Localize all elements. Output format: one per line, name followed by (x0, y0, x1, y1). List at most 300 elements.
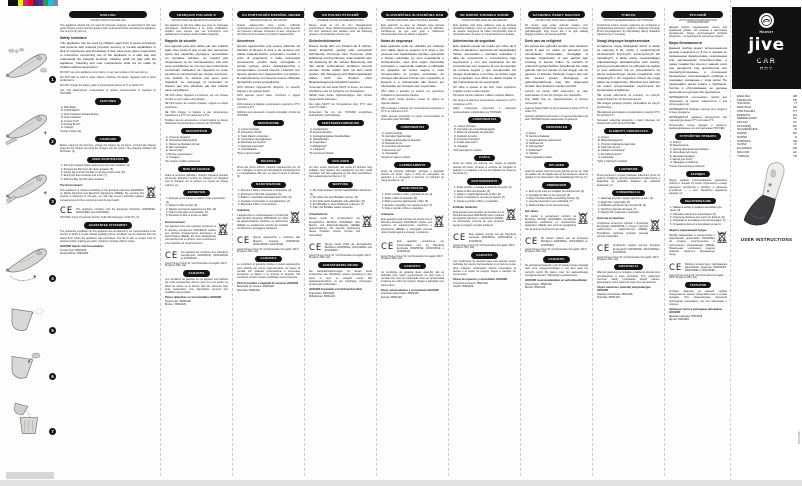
language-name: PORTUGUÊS (737, 108, 756, 113)
features-pill: DESCRIPTION (181, 128, 212, 134)
caution-text: Utilize apenas acessórios ou peças recomendados ou fornecidos pela HOOVER. (381, 114, 444, 121)
brand-name: Hoover (759, 29, 774, 34)
guarantee-text: Las condiciones de garantía para este aparato vienen definidas por nuestro representante en el país de venta. Para cualquier reclamación deberá presentarse la factura o el recibo de compra. Sujeto a cambios sin previo aviso. (453, 260, 516, 277)
spare-part-line: Acessório para fendas: 35601428 (381, 292, 419, 296)
spares-title: Peças sobressalentes e consumíveis HOOVER (381, 288, 439, 292)
feature-item: E. Bocchetta per fessure* (238, 141, 267, 145)
charging-text: Antes da primeira utilização, carregue o aspirador durante 24 horas. Ligue a ficha do carregador ao aspirador e o carregador à corrente. O indicador de carga acende-se. [1] (381, 169, 444, 183)
feature-item: E. Suceur plat* (166, 149, 183, 153)
safety-text: Cet appareil peut être utilisé par des enfants âgés d'au moins 8 ans et par des personnes ayant des capacités physiques, sensorielles ou mentales réduites, ou n'ayant pas d'expérience ou de connaissances, s'ils sont sous surveillance ou ont reçu des instructions concernant l'utilisation de l'appareil en toute sécurité et comprennent les risques encourus. Les enfants ne doivent pas jouer avec l'appareil. Le nettoyage et l'entretien ne doivent pas être effectués par des enfants sans surveillance. (165, 44, 228, 93)
safety-text: Questo apparecchio può essere utilizzato da bambini di almeno 8 anni e da persone con ridotte capacità fisiche, sensoriali o mentali, o prive di esperienza o della necessaria conoscenza, purché siano sorvegliate o istruite sull'uso sicuro dell'apparecchio e comprendano i pericoli inerenti. I bambini non devono giocare con l'apparecchio. La pulizia e la manutenzione non devono essere effettuate da bambini senza sorveglianza. (237, 44, 300, 85)
panel-language-header: SK NORSK SVENSKA SUOMI (455, 11, 514, 18)
safety-text: Dieses Gerät darf von Kindern ab 8 Jahren, sowie körperlich, geistig oder sensorisch behinderten Personen bzw. Personen ohne Erfahrung und Kenntnisse, unter Aufsicht oder mit Anleitung für die sichere Benutzung und den damit verbundenen Gefahren benutzt werden. Kinder sollten nicht mit dem Gerät spielen. Die Reinigung und Wartungsarbeiten dürfen nicht von Kindern ohne Beaufsichtigung durchgeführt werden. (309, 44, 372, 85)
feature-item: B. Interruptor ligar/desligar (382, 135, 412, 139)
ce-mark: CE (381, 241, 395, 252)
safety-title: Rappels de sécurité (165, 39, 197, 44)
caution-text: NÃO aspire cinzas quentes, pontas de cigarro ou objectos afiados. (381, 98, 444, 105)
plus-sign: + (43, 131, 47, 138)
spares-list (237, 285, 300, 292)
charging-text: Avant la première utilisation, chargez l'appareil pendant 24 heures. Branchez la fiche du chargeur sur l'appareil puis le chargeur sur le secteur. Le voyant de charge s'allume. [1] (165, 173, 228, 187)
spares-title: HOOVER reserveonderdelen en verbruiksartikelen (525, 279, 587, 283)
panel-intro: This appliance should only be used for domestic cleaning, as described in this user guide. Please ensure that this guide is fully understood before operating the appliance. Use only for dry pick up. (60, 23, 156, 34)
caution-paragraphs (309, 86, 372, 117)
environment-title: Ambiente: (381, 213, 395, 217)
maintenance-pill: MANUTENZIONE (251, 182, 286, 188)
guarantee-pill: ГАРАНТИЯ (685, 282, 711, 288)
language-panels (56, 8, 731, 476)
environment-text: Прибор маркирован в соответствии с европейской директивой 2002/96/EC об отходах электрического и электронного оборудования (WEEE). Правильная утилизация изделия помогает защитить окружающую среду. (669, 233, 715, 257)
address-line: Candy Hoover Group Srl, Via Privata Eden Fumagalli, 20047 Brugherio (MB), Italy (525, 249, 587, 254)
safety-text: Este aparelho pode ser utilizado por crianças com idade igual ou superior a 8 anos e por pessoas com capacidades mentais, sensoriais e físicas reduzidas ou sem experiência e conhecimento, caso lhes sejam fornecidas instruções e supervisão relativas à utilização do aparelho de forma segura e caso compreendam os perigos envolvidos. As crianças não devem brincar com o aparelho. A limpeza e a manutenção não devem ser efectuadas por crianças sem supervisão. (381, 44, 444, 89)
models-note: *Alleen bepaalde modellen (525, 156, 553, 159)
environment-title: Защита окружающей среды: (669, 229, 708, 233)
safety-title: Avvertenze (237, 39, 255, 44)
maintenance-step: 1. Premere il tasto e rimuovere il contenitore. [4] (238, 189, 292, 193)
ce-row (525, 235, 588, 248)
ce-mark: CE (165, 250, 179, 261)
charging-pill: RICARICA (256, 158, 281, 164)
environment-row (309, 212, 372, 239)
feature-item: A. Main Body (61, 106, 76, 110)
language-panel (56, 8, 160, 476)
maintenance-step: 2. Retire o filtro do depósito. [5] (382, 196, 417, 200)
spare-part-line: Cepillo: 35601429 (453, 285, 474, 289)
language-code: SI (794, 127, 797, 132)
spares-title: Pièces détachées et consommables HOOVER (165, 296, 222, 300)
features-pill: FEATURES (95, 98, 121, 104)
feature-item: D. Pojemnik na kurz (598, 145, 621, 149)
spares-title: Запасные части и расходные материалы HOOVER (669, 308, 723, 315)
maintenance-steps (60, 164, 156, 181)
charging-pill: CHARGING (95, 136, 122, 142)
panel-tagline: ИНСТРУКЦИИ ПО БЕЗОПАСНОМУ ИСПОЛЬЗОВАНИЮ (679, 19, 717, 24)
features-list (381, 132, 444, 156)
language-name: NEDERLANDS (737, 116, 757, 121)
maintenance-steps (525, 190, 588, 207)
language-code: FR (793, 97, 797, 102)
ce-text: Dieses Gerät erfüllt die Europäischen Richtlinien 2006/95/EG, 2004/108/EG und 2011/65/EU. (324, 242, 372, 253)
caution-paragraphs (60, 71, 156, 95)
maintenance-pill: ENTRETIEN (183, 190, 210, 196)
panel-tagline: ISTRUZIONI PER UN USO SICURO (249, 19, 288, 22)
environment-row (381, 212, 444, 235)
language-code: IT (794, 101, 797, 106)
environment-text: Cet appareil porte des marques conformes à la directive européenne 2002/96/CE relative aux déchets d'équipements électriques et électroniques (DEEE). En vous débarrassant correctement de ce produit, vous contribuerez à la protection de l'environnement. (165, 225, 216, 245)
feature-item: A. Corps de l'appareil (166, 135, 190, 139)
ce-text: Cet appareil est conforme aux Directives européennes 2006/95/CE, 2004/108/CE et 2011/65/UE. (180, 250, 228, 261)
feature-item: C. Ontgrendelknop stofreservoir (526, 138, 562, 142)
spare-part-line: Щелевая насадка: 35601428 (669, 314, 703, 318)
caution-text: Verwenden Sie nur von HOOVER empfohlene Zubehörteile und Ersatzteile. (309, 110, 372, 117)
language-code: GR (792, 146, 797, 151)
language-panel (160, 8, 232, 476)
guarantee-pill: GARANTIE (183, 270, 209, 276)
guarantee-pill: GARANTIA (399, 263, 425, 269)
spare-part-line: Accesorio rinconero: 35601428 (453, 281, 488, 285)
spare-part-line: Szczotka: 35601429 (597, 296, 620, 300)
ce-mark: CE (60, 206, 74, 217)
feature-item: D. Stofreservoir (526, 141, 544, 145)
maintenance-pill: USER MAINTENANCE (87, 157, 129, 163)
language-panel (376, 8, 448, 476)
panel-intro: Dieses Gerät ist nur für den Hausgebrauch entsprechend dieser Bedienungsanleitung vorgesehen. Vor dem Gebrauch des Gerätes muss die Anleitung gelesen und verstanden worden sein. (309, 23, 372, 37)
weee-crossed-bin-icon (434, 214, 444, 227)
caution-text: NIE używać odkurzacza na zewnątrz, na mokrych powierzchniach ani do zbierania płynów. (597, 94, 660, 101)
environment-row (669, 228, 727, 258)
caution-paragraphs (237, 86, 300, 117)
safety-title: Меры безопасности (669, 41, 702, 46)
maintenance-step: 2. Извлеките фильтр из контейнера. [5] (670, 212, 716, 216)
illustrations-column (2, 8, 54, 478)
environment-title: Ochrona środowiska: (597, 217, 625, 221)
feature-item: D. Contenitore raccoglipolvere (238, 137, 272, 141)
product-photo (738, 160, 796, 234)
spares-title: Części zamienne i materiały eksploatacyjne HOOVER (597, 286, 651, 293)
feature-item: E. Accesorio rinconero* (454, 138, 480, 142)
vacuum-open-container-illustration (4, 246, 52, 284)
address-line: Candy Hoover Group Srl, Via Privata Eden Fumagalli, 20047 Brugherio (MB), Italy (237, 248, 299, 253)
environment-title: Het milieu: (525, 210, 539, 214)
caution-text: NO aspire cenizas calientes, colillas ni objetos afilados. (453, 94, 515, 98)
ce-text: Dit toestel voldoet aan de Europese Richtlijnen 2006/95/EG, 2004/108/EG en 2011/65/EU. (540, 237, 588, 247)
address-line: Candy Hoover Group Srl, Via Privata Eden Fumagalli, 20047 Brugherio (MB), Italy (165, 263, 227, 268)
caution-text: Utilice únicamente accesorios o repuestos recomendados o distribuidos por HOOVER. (453, 107, 516, 114)
weee-crossed-bin-icon (290, 210, 300, 223)
product-sub-name: CAR (756, 57, 777, 65)
guarantee-pill: GUARANTEE STATEMENT (84, 222, 133, 228)
language-name: ITALIANO (737, 101, 750, 106)
weee-crossed-bin-icon (650, 218, 660, 231)
maintenance-step: 4. Den Behälter in einen Mülleimer entleeren. [7] (310, 202, 364, 206)
maintenance-step: 4. Videz le bac dans une poubelle. [7] (166, 210, 208, 214)
cover-panel (730, 0, 802, 486)
filter-refit-illustration (4, 350, 52, 382)
caution-paragraphs (381, 90, 444, 121)
charging-text: Перед первым использованием заряжайте прибор в течение 24 часов. Подключите штекер зарядного устройства к прибору, а зарядное устройство — к сети. Загорится индикатор зарядки. [1] (669, 179, 727, 195)
language-name: TÜRKÇE (737, 153, 749, 158)
figure-step-5 (4, 304, 54, 336)
feature-item: C. Botão de libertação do depósito (382, 138, 421, 142)
feature-item: B. Aan/uit-schakelaar (526, 135, 550, 139)
feature-item: C. Entriegelungstaste Staubbehälter (310, 134, 351, 138)
print-part-code: 48019936 (797, 430, 801, 444)
features-pill: COMPONENTES (396, 124, 430, 130)
panel-tagline: INSTRUCCIONES PARA UN USO SEGURO (461, 19, 508, 22)
spares-title: HOOVER Ersatzteile und Verbrauchsartikel (309, 288, 362, 292)
ce-mark: CE (525, 236, 539, 247)
caution-text: ЗАПРЕЩАЕТСЯ использовать прибор вне помещений, на мокрых поверхностях и для сбора жидкостей. (669, 96, 727, 106)
maintenance-step: 5. Filter und Behälter wieder einsetzen. (310, 206, 354, 210)
spare-part-line: Möbelpinsel: 35601429 (309, 295, 335, 299)
panel-tagline: INSTRUCTIONS FOR SAFE USE (90, 19, 126, 22)
guarantee-pill: GARANTIE (543, 256, 569, 262)
spare-part-line: Щётка: 35601429 (669, 317, 689, 321)
plus-sign: + (43, 191, 47, 198)
guarantee-pill: GARANZIA (255, 256, 281, 262)
maintenance-step: 3. Den Filter leicht ausklopfen oder abbürsten. [6] (310, 199, 365, 203)
feature-item: G. Зарядное устройство (670, 161, 699, 165)
panel-intro: Este aparelho só deve ser utilizado para limpeza doméstica, conforme descrito neste guia do utilizador. Certifique-se de que este guia é totalmente compreendido antes de utilizar o aparelho. (381, 23, 444, 37)
feature-item: B. On/Off Switch (61, 109, 80, 113)
feature-item: G. Ładowarka (598, 156, 614, 160)
caution-paragraphs (165, 94, 228, 125)
maintenance-steps (165, 197, 228, 217)
guarantee-pill: GWARANCJA (614, 264, 644, 270)
caution-text: NÃO carregue a bateria com temperaturas superiores a 37°C ou inferiores a 0°C. (381, 106, 444, 113)
caution-text: ЗАПРЕЩАЕТСЯ заряжать аккумулятор при температуре выше 37°C или ниже 0°C. (669, 115, 727, 123)
dust-container-illustration (4, 304, 52, 336)
charging-pill: ŁADOWANIE (614, 166, 643, 172)
charging-text: Before using for the first time, charge the cleaner for 24 hours. Connect the charger plug into the cleaner and plug the charger into the mains. The charging indicator will illuminate. [1] (60, 143, 156, 154)
maintenance-step: 3. Golpee o cepille ligeramente el filtro. [6] (454, 192, 501, 196)
environment-title: Ambiente: (237, 209, 251, 213)
language-panel (520, 8, 592, 476)
caution-text: Используйте только насадки и запчасти, рекомендованные или поставляемые HOOVER. (669, 123, 727, 131)
feature-item: C. Кнопка фиксатора контейнера (670, 147, 709, 151)
spares-list (381, 292, 444, 299)
guarantee-text: The guarantee conditions for this appliance are as defined by our representative in the country in which it is sold. Details regarding these conditions can be obtained from the dealer from whom the appliance was purchased. The bill of sale or receipt must be produced when making any claim. Subject to change without notice. (60, 230, 156, 243)
panel-intro: Данный прибор предназначен только для домашней уборки, как описано в настоящем руководстве. Перед эксплуатацией прибора убедитесь, что руководство полностью понято. (669, 25, 727, 39)
charging-text: Prima del primo utilizzo, caricare l'apparecchio per 24 ore. Collegare la spina del caricabatterie all'apparecchio e il caricabatterie alla rete. La spia di carica si illumina. [1] (237, 165, 300, 179)
language-name: РУССКИЙ (737, 123, 751, 128)
charging-pill: MISE EN CHARGE (178, 166, 215, 172)
figure-number-badge: 2 (49, 138, 56, 145)
safety-title: Uwagi dotyczące bezpieczeństwa (597, 39, 650, 44)
safety-text: Dit toestel kan gebruikt worden door kinderen vanaf 8 jaar en ouder en personen met verminderde lichamelijke, zintuiglijke of mentale capaciteiten of een gebrek aan ervaring of kennis indien ze toezicht of onderricht gehad hebben betreffende het veilig gebruik van het toestel en het begrip van de gevaren in kwestie. Kinderen mogen niet met het toestel spelen. Reinigings- en gebruiksonderhoud mag niet uitgevoerd worden door kinderen zonder toezicht. (525, 44, 588, 89)
feature-item: C. Przycisk zwalniania pojemnika (598, 142, 635, 146)
panel-intro: Cet appareil ne doit être utilisé que pour un nettoyage domestique, conformément à ce guide d'utilisation. Veuillez vous assurer que ces instructions sont parfaitement comprises avant d'utiliser l'appareil. (165, 23, 228, 37)
environment-title: The Environment: (60, 184, 83, 188)
cover-black-block (732, 7, 801, 89)
maintenance-step: 3. Tapotez ou brossez légèrement le filtre. [6] (166, 207, 216, 211)
models-note: *Sólo para algunos modelos (453, 149, 482, 152)
caution-text: N'utiliser que les accessoires, consommables ou pièces détachées recommandés ou fournis par HOOVER. (165, 118, 228, 125)
guarantee-text: Les conditions de garantie de cet appareil sont définies par notre représentant dans le pays où il est vendu. Le ticket de caisse ou la facture doit être présenté pour toute réclamation. Ces dispositions peuvent être modifiées sans préavis. (165, 278, 228, 295)
spares-title: Piezas de repuesto y consumibles HOOVER (453, 278, 508, 282)
weee-crossed-bin-icon (578, 211, 588, 224)
spare-part-line: Spazzola: 35601429 (237, 288, 260, 292)
guarantee-text: Le condizioni di garanzia relative a questo apparecchio sono definite dal nostro rappresentante nel paese di vendita. Per qualsiasi contestazione è necessario presentare la fattura o la ricevuta di acquisto. Tali condizioni possono essere modificate senza preavviso. (237, 263, 300, 280)
caution-text: Gebruik het toestel NIET buitenshuis, op natte oppervlakken of voor het opzuigen van vloeistoffen. (525, 90, 588, 97)
feature-item: A. Korpus (598, 135, 609, 139)
spares-title: Parti di ricambio e materiali di consumo HOOVER (237, 281, 299, 285)
language-name: DANSK (737, 131, 747, 136)
language-name: FRANÇAIS (737, 97, 752, 102)
spare-part-line: Crevice Tool: 35601428 (60, 248, 87, 252)
spares-list (165, 300, 228, 307)
maintenance-step: 2. Retirez le filtre du bac. [5] (166, 204, 198, 208)
guarantee-pill: GARANTÍA (471, 252, 497, 258)
feature-item: F. Dusting Brush* (61, 122, 81, 126)
features-list (453, 125, 516, 149)
product-sub-name-2: BOY (759, 65, 774, 71)
ce-text: Прибор соответствует требованиям европейских директив 2006/95/EC, 2004/108/EC и 2011/65/EU. (684, 262, 727, 273)
ce-mark: CE (597, 244, 611, 255)
panel-language-header: TÜRKÇE (601, 11, 655, 18)
caution-text: NÃO utilize o aparelho no exterior, em superfícies molhadas ou para aspirar líquidos. (381, 90, 444, 97)
weee-crossed-bin-icon (362, 214, 372, 227)
features-list (669, 141, 727, 165)
figure-number-badge: 6 (49, 373, 56, 380)
feature-item: D. Контейнер для пыли (670, 151, 698, 155)
safety-title: Denk aan uw veiligheid (525, 39, 562, 44)
language-panel (448, 8, 520, 476)
panel-tagline: HINWEISE FÜR DIE SICHERE BENUTZUNG (317, 19, 364, 22)
maintenance-step: 4. Esvazie o depósito num caixote do lixo. [7] (382, 203, 433, 207)
feature-item: A. Corpo principal (382, 131, 402, 135)
caution-text: NO cargue la batería a temperaturas superiores a 37°C o inferiores a 0°C. (453, 99, 516, 106)
ce-text: This appliance complies with the European Directives 2006/95/EC, 2004/108/EC and 2011/65/EU. (75, 208, 156, 215)
maintenance-step: 2. Rimuovere il filtro dal contenitore. [5] (238, 192, 282, 196)
spare-part-line: Borstel: 35601429 (525, 286, 546, 290)
feature-item: A. Cuerpo principal (454, 124, 476, 128)
feature-item: D. Bac à poussière (166, 145, 188, 149)
feature-item: G. Oplader (526, 152, 539, 156)
spares-list (669, 315, 727, 322)
language-code: DE (792, 105, 797, 110)
caution-text: DO NOT pick up hard or sharp objects, matches, hot ashes, cigarette ends or other similar items. (60, 75, 156, 83)
guarantee-text: As condições de garantia deste aparelho são as definidas pelo nosso representante no país onde é vendido. Em caso de reclamação deve ser apresentada a factura ou recibo de compra. Sujeito a alteração sem aviso prévio. (381, 270, 444, 287)
sheet-bottom-edge (0, 480, 802, 486)
feature-item: A. Gerätekorpus (310, 127, 329, 131)
panel-tagline: INSTRUCTIES VOOR VEILIG GEBRUIK (535, 19, 578, 22)
maintenance-step: 3. Delikatnie wytrzepać lub oczyścić filtr. [6] (598, 204, 646, 208)
figure-step-1 (4, 48, 54, 85)
feature-item: F. Escova de pó* (382, 148, 401, 152)
maintenance-pill: ОБСЛУЖИВАНИЕ (680, 198, 716, 204)
feature-item: E. Ssawka szczelinowa* (598, 149, 625, 153)
address-line: Candy Hoover Group Srl, Via Privata Eden Fumagalli, 20047 Brugherio (MB), Italy (669, 275, 724, 280)
maintenance-step: 1. Appuyez sur le bouton et retirez le bac à poussière. [4] (166, 197, 226, 204)
feature-item: F. Щётка для пыли* (670, 157, 693, 161)
environment-text: L'apparecchio è contrassegnato in conformità alla Direttiva Europea 2002/96/CE sui rifiuti da apparecchiature elettriche ed elettroniche (RAEE). Lo smaltimento corretto del prodotto contribuisce a proteggere l'ambiente. (237, 213, 288, 230)
ce-text: Este aparelho encontra-se em conformidade com as Directivas Europeias 2006/95/CE, 2004/108/CE e 2011/65/UE. (396, 240, 444, 254)
language-panel (664, 8, 731, 476)
features-pill: COMPONENTES (468, 117, 502, 123)
spare-part-line: Ssawka szczelinowa: 35601428 (597, 292, 633, 296)
maintenance-step: 4. Opróżnić pojemnik do kosza. [7] (598, 207, 637, 211)
spare-part-line: Bocchetta per fessure: 35601428 (237, 285, 274, 289)
maintenance-step: 3. Слегка вытряхните или очистите фильтр. [6] (670, 216, 725, 220)
spares-title: HOOVER Spares and Consumables (60, 245, 104, 249)
figure-number-badge: 1 (49, 76, 56, 83)
feature-item: C. Dust Container Release Button (61, 112, 99, 116)
vacuum-crevice-tool-illustration (4, 112, 52, 147)
features-pill: УСТРОЙСТВО ПРИБОРА (675, 133, 722, 139)
weee-crossed-bin-icon (218, 222, 228, 235)
caution-paragraphs (525, 90, 588, 121)
language-code: PL (793, 120, 797, 125)
guarantee-text: Die Garantiebestimmungen für dieses Gerät entsprechen den Richtlinien unserer Vertretung in dem Land, in dem es verkauft wurde. Bei Garantieansprüchen ist der Kaufbeleg vorzulegen. Änderungen vorbehalten. (309, 270, 372, 287)
maintenance-step: 1. Prima o botão e retire o depósito de pó. [4] (382, 193, 433, 197)
feature-item: G. Charger (61, 126, 74, 130)
maintenance-step: 4. Svuotare il contenitore in una pattumiera. [7] (238, 199, 290, 203)
safety-text: Urządzenie mogą obsługiwać dzieci w wieku co najmniej 8 lat, osoby o ograniczonych zdolnościach fizycznych, sensorycznych lub mentalnych, a także osoby nieposiadające odpowiedniego doświadczenia oraz wiedzy, jedynie pod warunkiem że odbywać się będzie to pod nadzorem lub po przeszkoleniu na temat bezpiecznego użycia urządzenia oraz związanych z nim zagrożeń. Dzieci nie mogą bawić się urządzeniem. Dzieciom bez nadzoru nie wolno przeprowadzać czyszczenia ani konserwacji urządzenia. (597, 44, 660, 93)
features-pill: DESCRIZIONE (253, 120, 284, 126)
weee-crossed-bin-icon (146, 185, 156, 198)
feature-item: G. Chargeur (166, 156, 180, 160)
caution-text: Laad de batterij NIET op bij temperaturen boven 37°C of onder 0°C. (525, 106, 588, 113)
models-note: *Solo su alcuni modelli (237, 152, 261, 155)
calibration-swatch (53, 0, 58, 6)
charging-pill: ЗАРЯДКА (686, 171, 711, 177)
ce-row (165, 249, 228, 262)
caution-text: Verwenden Sie das Gerät NICHT im Freien, auf nassen Oberflächen oder zur Aufnahme von Flüssigkeiten. (309, 86, 372, 93)
features-pill: ONDERDELEN (541, 124, 572, 130)
charging-text: Vor dem ersten Gebrauch das Gerät 24 Stunden lang aufladen. Den Stecker des Ladegeräts mit dem Gerät verbinden und das Ladegerät an das Netz anschließen. Die Ladeanzeige leuchtet auf. [1] (309, 165, 372, 179)
guarantee-text: Warunki gwarancji na niniejsze urządzenie określa nasz przedstawiciel w kraju sprzedaży. Przy zgłaszaniu roszczeń należy przedstawić dowód zakupu. Zastrzegamy sobie prawo do zmian bez uprzedzenia. (597, 271, 660, 285)
spare-part-line: Dusting Brush: 35601429 (60, 252, 89, 256)
panel-intro: Urządzenia można używać wyłącznie do sprzątania w gospodarstwie domowym, zgodnie z niniejszą instrukcją. Przed przystąpieniem do eksploatacji należy dokładnie zapoznać się z instrukcją. (597, 23, 660, 37)
maintenance-step: 1. Pulse el botón y extraiga el depósito de polvo. [4] (454, 186, 512, 190)
spare-part-line: Brosse : 35601429 (165, 303, 186, 307)
feature-item: B. Włącznik/wyłącznik (598, 139, 623, 143)
models-note: *Только для некоторых моделей (669, 166, 705, 169)
feature-item: B. Interruptor de encendido/apagado (454, 127, 495, 131)
safety-text: Este aparato puede ser usado por niños de 8 años en adelante y personas con capacidades físicas, sensoriales o mentales reducidas o falta de experiencia y conocimiento bajo supervisión y con una explicación de las instrucciones con respecto al uso del aparato de manera segura y que comprendan los riesgos implicados. Los niños no deben jugar con el aparato. Los niños no deben limpiar ni dar mantenimiento sin supervisión. (453, 44, 516, 85)
spares-list (60, 249, 156, 256)
guarantee-text: De garantievoorwaarden voor dit toestel worden bepaald door onze vertegenwoordiger in het land waar het verkocht wordt. Bij claims moet het aankoopbewijs voorgelegd worden. Wijzigingen voorbehouden. (525, 264, 588, 277)
maintenance-pill: WARTUNG (328, 182, 354, 188)
maintenance-step: 5. Volte a montar o filtro e o depósito. (382, 206, 424, 210)
environment-text: Dieses Gerät ist entsprechend der Europäischen Richtlinie 2002/96/EG über Elektro- und Elektronik-Altgeräte (WEEE) gekennzeichnet. Die korrekte Entsorgung dieses Produkts schützt Umwelt und Gesundheit. (309, 217, 360, 237)
language-panel (232, 8, 304, 476)
environment-title: Umweltschutz: (309, 212, 328, 216)
panel-intro: Dit toestel mag enkel gebruikt worden voor huishoudelijke schoonmaak, zoals beschreven in deze gebruikersgids. Zorg ervoor dat u de gids volledig begrijpt voordat u het toestel gebruikt. (525, 23, 588, 37)
feature-item: D. Depósito de pó (382, 141, 403, 145)
features-list (60, 106, 156, 130)
safety-title: Notas de segurança (381, 39, 413, 44)
language-code: PT (793, 108, 797, 113)
safety-text: This appliance can be used by children aged from 8 years and above and persons with reduced physical, sensory or mental capabilities or lack of experience and knowledge if they have been given supervision or instruction concerning use of the appliance in a safe way and understand the hazards involved. Children shall not play with the appliance. Cleaning and user maintenance shall not be made by children without supervision. (60, 40, 156, 70)
charging-pill: AUFLADEN (327, 158, 354, 164)
maintenance-step: 2. Remove the filter from the dust container. [5] (61, 167, 113, 171)
features-pill: ELEMENTY ODKURZACZA (604, 128, 653, 134)
ce-row (597, 243, 660, 256)
panel-language-header: CH PORTUGUÊS ESPAÑOL NEDER (237, 11, 304, 18)
maintenance-step: 3. Klop of borstel de filter voorzichtig schoon. [6] (526, 196, 580, 200)
feature-item: G. Cargador (454, 144, 468, 148)
maintenance-step: 1. Нажмите кнопку и снимите контейнер для пыли. [4] (670, 205, 722, 213)
vacuum-brush-tool-illustration (4, 172, 52, 207)
caution-text: NE PAS utiliser l'appareil à l'extérieur, sur une surface humide ou pour aspirer des liquides. (165, 94, 228, 101)
features-list (237, 128, 300, 152)
features-list (165, 136, 228, 160)
feature-item: A. Корпус (670, 141, 682, 145)
ce-mark: CE (453, 232, 467, 243)
features-list (309, 128, 372, 152)
figure-step-4 (4, 246, 54, 284)
caution-text: Den Akku NICHT bei Temperaturen über 37°C oder unter 0°C laden. (309, 102, 372, 109)
maintenance-step: 4. Vacíe el depósito en un cubo de basura. [7] (454, 196, 505, 200)
feature-item: C. Bouton de libération du bac (166, 142, 200, 146)
weee-crossed-bin-icon (506, 207, 516, 220)
maintenance-step: 2. Verwijder de filter uit het reservoir. [5] (526, 193, 570, 197)
maintenance-steps (669, 206, 727, 226)
panel-intro: Questo apparecchio deve essere utilizzato esclusivamente per la pulizia domestica, come descritto nel presente manuale. Accertarsi di aver compreso le istruzioni prima di mettere in funzione l'apparecchio. (237, 23, 300, 37)
environment-row (453, 205, 516, 228)
features-list (525, 132, 588, 156)
figure-number-badge: 3 (49, 198, 56, 205)
address-line: HOOVER Limited, Pentrebach, Merthyr Tydfil, Mid Glamorgan, CF48 4TU, UK (60, 217, 140, 220)
language-code: GB (792, 94, 797, 98)
product-name: jive (748, 34, 785, 55)
maintenance-step: 4. Leeg het reservoir in een vuilnisbak. [7] (526, 200, 573, 204)
maintenance-step: 5. Założyć filtr i pojemnik z powrotem. (598, 210, 640, 214)
vacuum-exploded-illustration (4, 48, 52, 85)
maintenance-step: 5. Rimontare il filtro e il contenitore. (238, 202, 278, 206)
language-name: SVENSKA (737, 138, 751, 143)
